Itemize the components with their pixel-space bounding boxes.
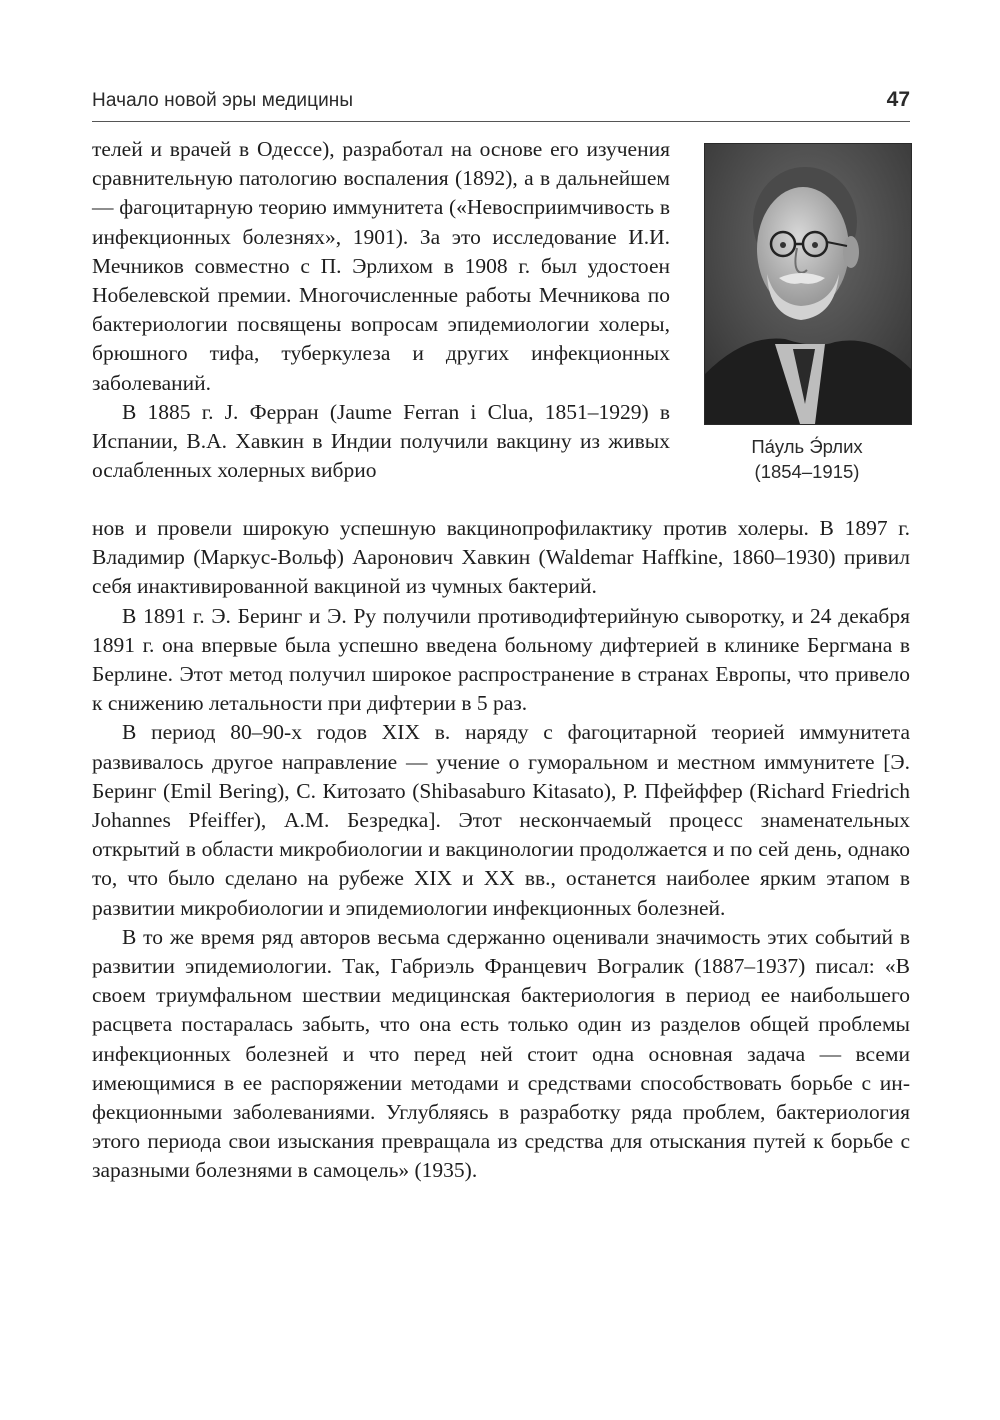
portrait-illustration — [705, 144, 911, 424]
caption-years: (1854–1915) — [754, 461, 860, 482]
caption-name: Па́уль Э́рлих — [751, 436, 863, 457]
paragraph: В 1891 г. Э. Беринг и Э. Ру получили противодифтерийную сыворотку, и 24 декабря 1891 г. она впервые была успешно введена больному дифтерией в клинике Бергмана в Берлине. Этот метод получил широкое распространение в странах Европы, что привело к снижению летальности при дифтерии в 5 раз. — [92, 603, 910, 716]
paragraph: В 1885 г. J. Ферран (Jaume Ferran i Clua, 1851–1929) в Испании, В.А. Хавкин в Индии получили вакцину из живых ослабленных холерных вибрио — [92, 399, 670, 483]
paragraph: телей и врачей в Одессе), разработал на основе его изучения сравнительную патологию воспаления (1892), а в дальнейшем — фагоцитарную теорию иммунитета («Невосприимчивость в инфекционных болезнях», 1901). За это исследование И.И. Мечников совместно с П. Эрлихом в 1908 г. был удостоен Нобелевской премии. Многочисленные работы Мечникова по бактериологии посвящены вопросам эпидемиологии холеры, брюшного тифа, туберкулеза и других инфекционных заболеваний. — [92, 137, 670, 395]
page-number: 47 — [886, 88, 910, 111]
portrait-photo — [704, 143, 912, 425]
figure-caption — [704, 434, 910, 484]
full-text-column — [92, 514, 910, 1186]
chapter-title: Начало новой эры медицины — [92, 90, 354, 111]
header-rule — [92, 121, 910, 122]
paragraph: В то же время ряд авторов весьма сдержанно оценивали значимость этих событий в развитии эпидемиологии. Так, Габриэль Францевич Вогралик (1887–1937) писал: «В своем триумфальном шествии медицинская бактериология в период ее наибольшего расцвета постаралась забыть, что она есть только один из разделов общей проблемы инфекционных болезней и что перед ней стоит одна основная задача — всеми имеющимися в ее распоряжении методами и средствами способствовать борьбе с инфекционными заболеваниями. Углубляясь в разработку ряда проблем, бактериология этого периода свои изыскания превращала из средства для отыскания путей к борьбе с заразными болезнями в самоцель» (1935). — [92, 924, 910, 1183]
running-head — [92, 88, 910, 120]
paragraph: нов и провели широкую успешную вакцинопрофилактику против холеры. В 1897 г. Владимир (Маркус-Вольф) Ааронович Хавкин (Waldemar Haffkine, 1860–1930) привил себя инактивированной вакциной из чумных бактерий. — [92, 516, 910, 599]
paragraph: В период 80–90-х годов XIX в. наряду с фагоцитарной теорией иммунитета развивалось другое направление — учение о гуморальном и местном иммунитете [Э. Беринг (Emil Bering), С. Китозато (Shibasaburo Kitasato), Р. Пфейффер (Richard Friedrich Johannes Pfeiffer), А.М. Безредка]. Этот нескончаемый процесс знаменательных открытий в области микробиологии и вакцинологии продолжается и по сей день, однако то, что было сделано на рубеже XIX и XX вв., останется наиболее ярким этапом в развитии микробиологии и эпидемиологии инфекционных болезней. — [92, 720, 910, 920]
narrow-text-column — [92, 135, 670, 485]
